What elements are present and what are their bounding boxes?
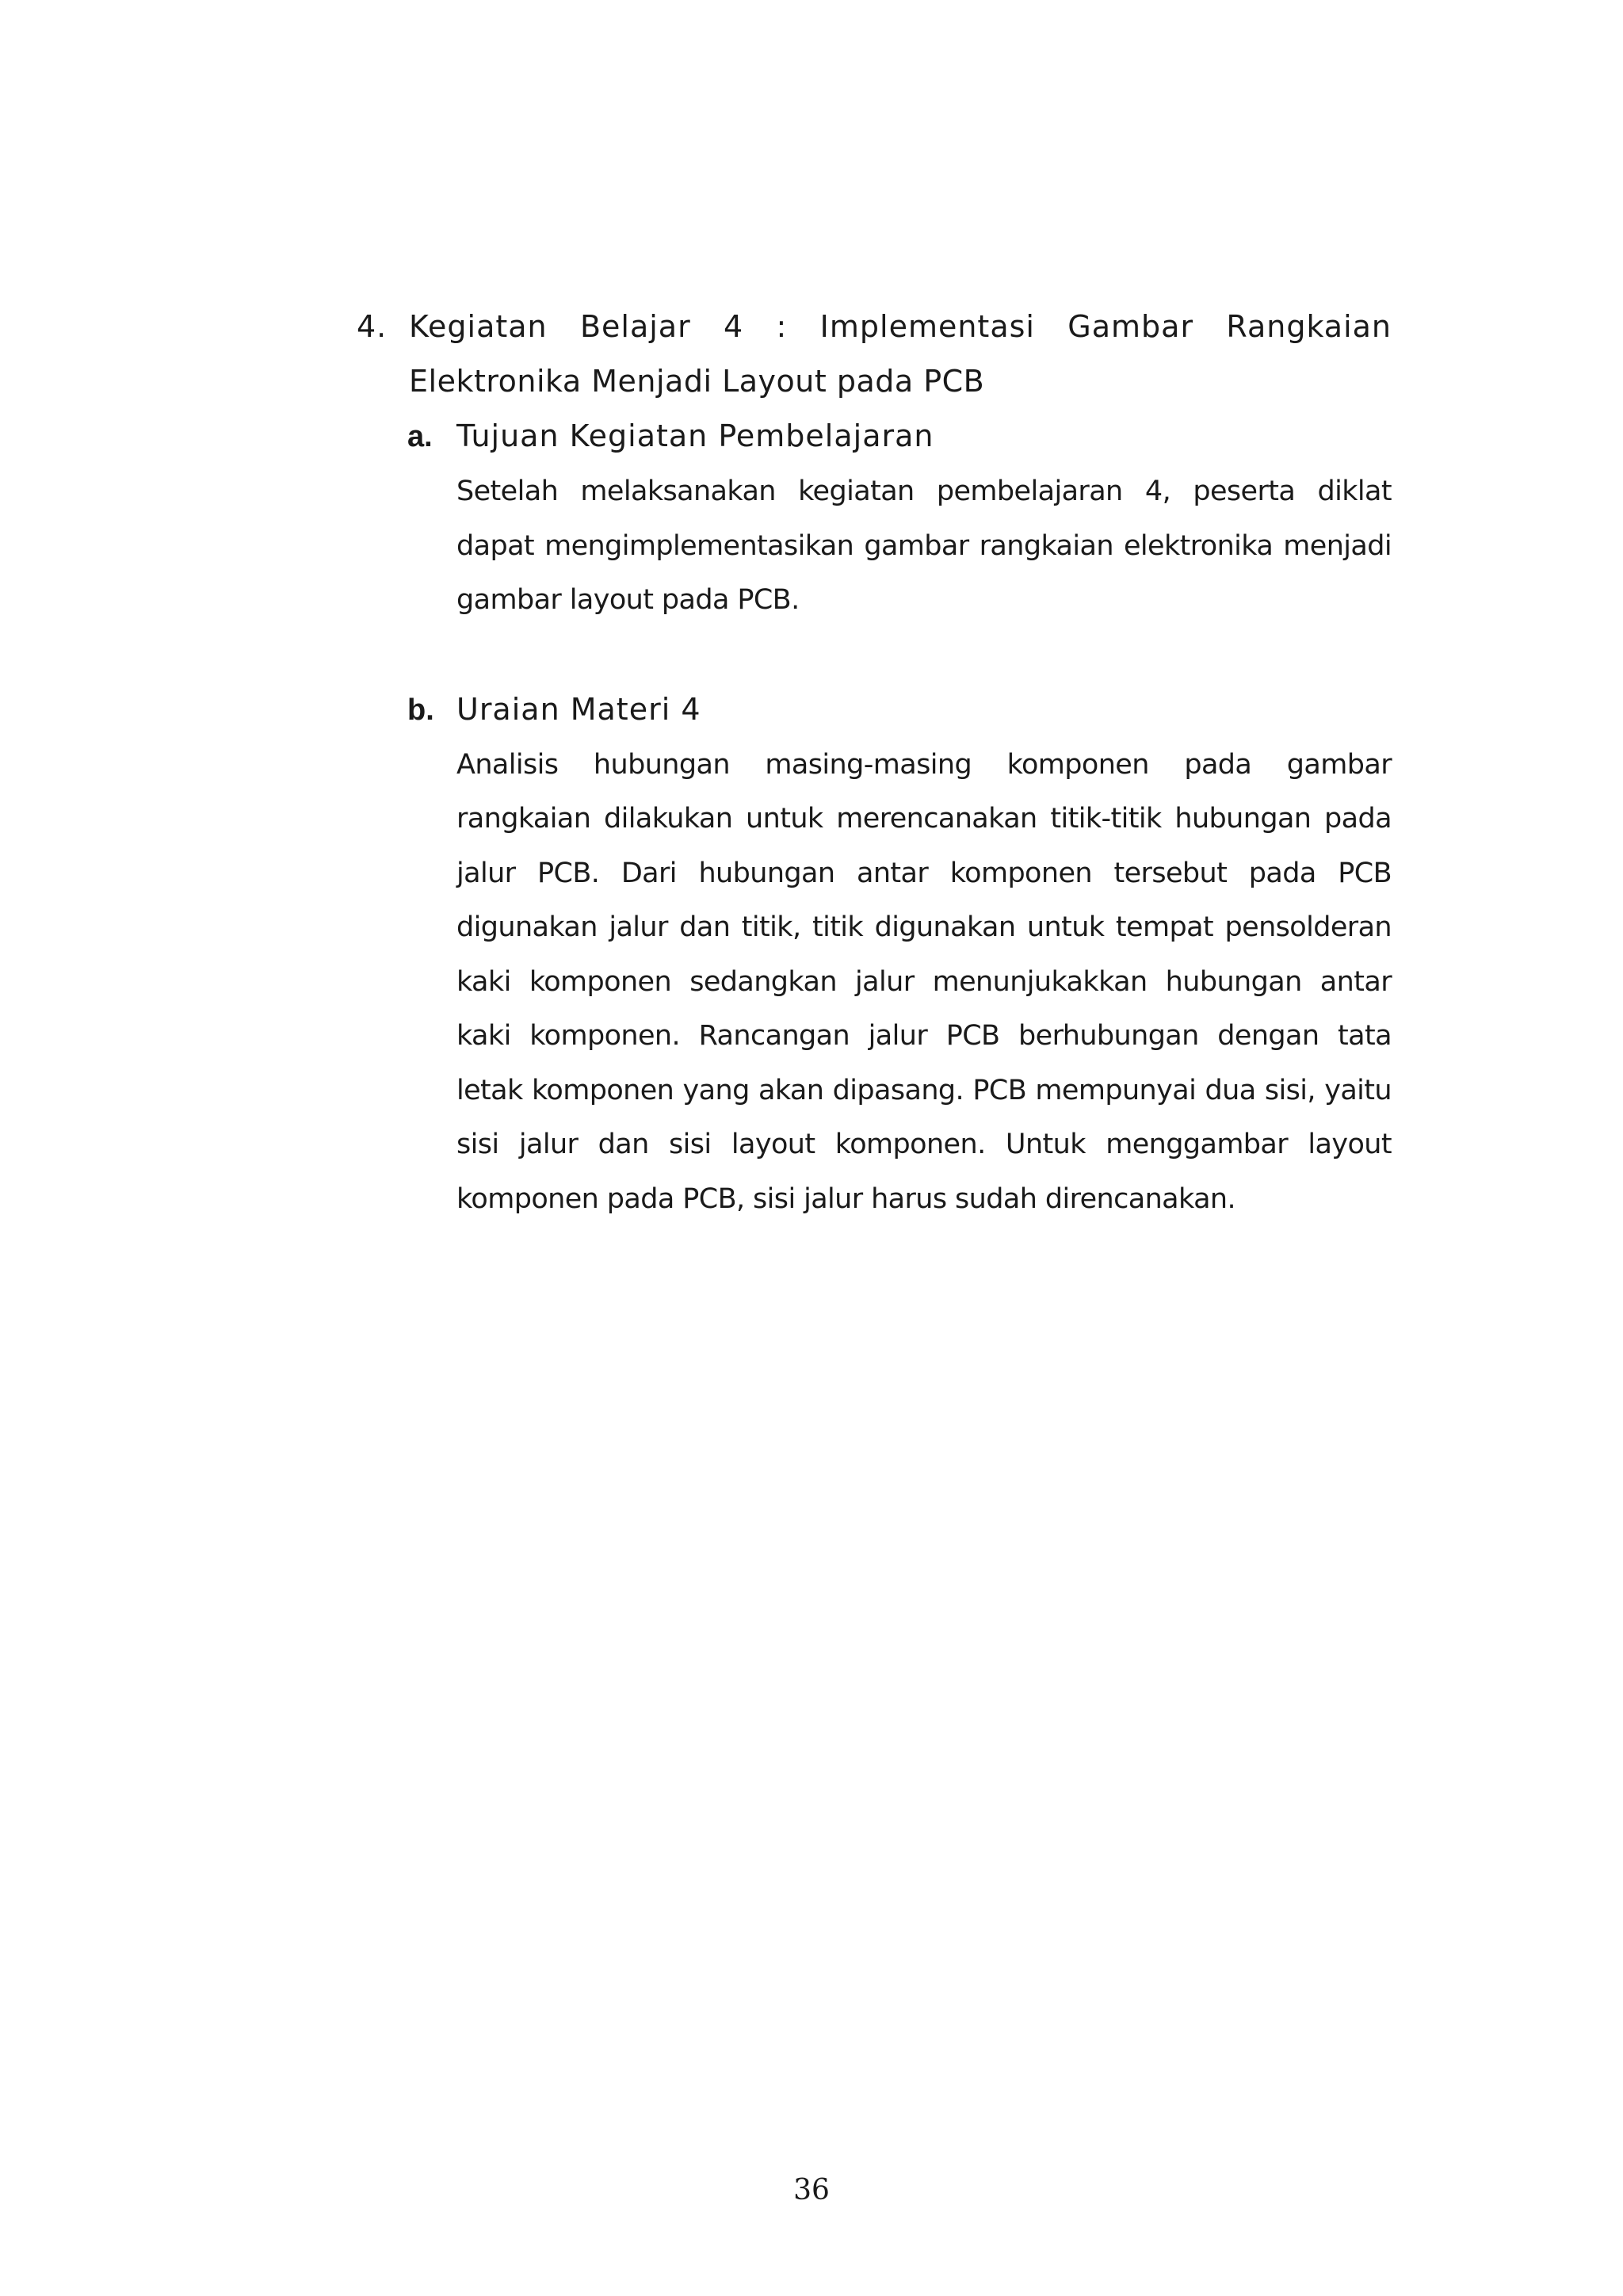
section-4	[357, 300, 1392, 1226]
section-heading	[357, 300, 1392, 354]
subsection-b-heading	[407, 682, 1392, 738]
subsection-b-letter: b.	[407, 693, 434, 727]
section-number: 4.	[357, 309, 388, 344]
subsection-b-title: Uraian Materi 4	[456, 691, 701, 727]
section-title-line-2: Elektronika Menjadi Layout pada PCB	[409, 364, 985, 399]
subsection-a-heading	[407, 409, 1392, 464]
page-number: 36	[793, 2174, 830, 2206]
subsection-b	[407, 682, 1392, 1227]
subsection-a	[407, 409, 1392, 628]
subsection-a-paragraph: Setelah melaksanakan kegiatan pembelajaran 4, peserta diklat dapat mengimplementasikan gambar rangkaian elektronika menjadi gambar layout pada PCB.	[456, 476, 1392, 616]
subsection-a-letter: a.	[407, 420, 433, 453]
section-title-line-1: Kegiatan Belajar 4 : Implementasi Gambar Rangkaian	[409, 309, 1392, 344]
subsection-a-title: Tujuan Kegiatan Pembelajaran	[456, 418, 934, 453]
subsection-b-paragraph: Analisis hubungan masing-masing komponen pada gambar rangkaian dilakukan untuk merencanakan titik-titik hubungan pada jalur PCB. Dari hubungan antar komponen tersebut pada PCB digunakan jalur dan titik, titik digunakan untuk tempat pensolderan kaki komponen sedangkan jalur menunjukakkan hubungan antar kaki komponen. Rancangan jalur PCB berhubungan dengan tata letak komponen yang akan dipasang. PCB mempunyai dua sisi, yaitu sisi jalur dan sisi layout komponen. Untuk menggambar layout komponen pada PCB, sisi jalur harus sudah direncanakan.	[456, 748, 1392, 1215]
